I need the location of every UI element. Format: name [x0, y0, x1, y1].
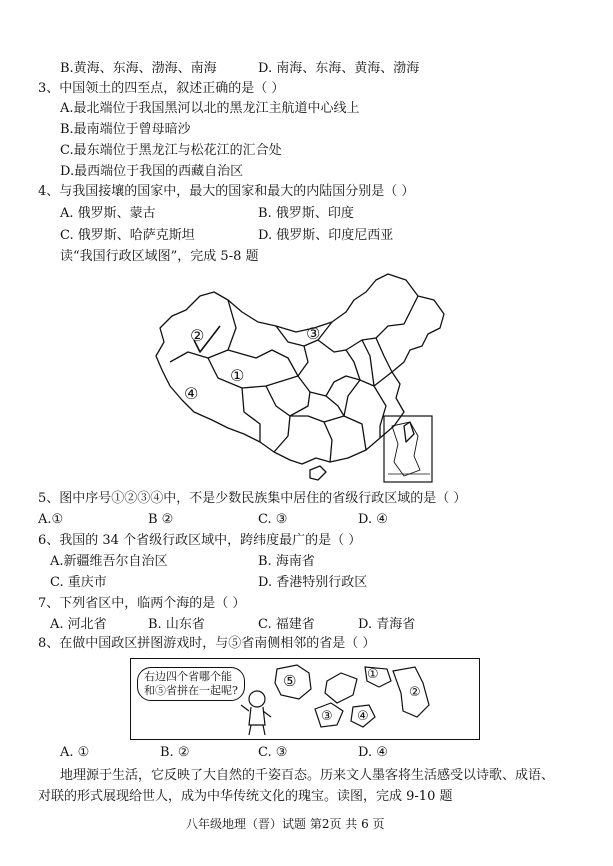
q7-option-a: A. 河北省 [50, 617, 107, 632]
q8-stem: 8、在做中国政区拼图游戏时，与⑤省南侧相邻的省是（ ） [38, 636, 376, 651]
passage-line-2: 对联的形式展现给世人，成为中华传统文化的瑰宝。读图，完成 9-10 题 [38, 789, 453, 804]
q6-option-d: D. 香港特别行政区 [258, 575, 368, 590]
puzzle-label-1: ① [367, 667, 379, 682]
q4-option-c: C. 俄罗斯、哈萨克斯坦 [60, 228, 195, 243]
q8-option-b: B. ② [160, 745, 190, 760]
map-outline-drawing [148, 266, 458, 486]
q2-option-b: B.黄海、东海、渤海、南海 [60, 61, 217, 76]
q7-option-d: D. 青海省 [358, 617, 416, 632]
speech-bubble: 右边四个省哪个能和⑤省拼在一起呢? [137, 667, 245, 701]
q8-option-d: D. ④ [358, 745, 388, 760]
q3-option-b: B.最南端位于曾母暗沙 [60, 122, 191, 137]
q2-option-d: D. 南海、东海、黄海、渤海 [258, 61, 420, 76]
map-label-4: ④ [184, 384, 199, 403]
q4-option-b: B. 俄罗斯、印度 [258, 206, 354, 221]
q6-option-b: B. 海南省 [258, 554, 315, 569]
page-footer: 八年级地理（晋）试题 第2页 共 6 页 [186, 817, 385, 831]
puzzle-label-4: ④ [357, 709, 369, 724]
q3-stem: 3、中国领土的四至点，叙述正确的是（ ） [38, 81, 285, 96]
q7-option-c: C. 福建省 [258, 617, 315, 632]
instruction-5-8: 读“我国行政区域图”，完成 5-8 题 [60, 249, 259, 264]
puzzle-label-3: ③ [321, 709, 333, 724]
q7-option-b: B. 山东省 [148, 617, 205, 632]
q5-option-b: B ② [148, 512, 174, 527]
puzzle-illustration [130, 658, 480, 740]
puzzle-label-2: ② [409, 685, 421, 700]
passage-line-1: 地理源于生活，它反映了大自然的千姿百态。历来文人墨客将生活感受以诗歌、成语、 [60, 768, 555, 783]
puzzle-drawing [131, 659, 477, 737]
map-label-3: ③ [306, 324, 321, 343]
q7-stem: 7、下列省区中，临两个海的是（ ） [38, 596, 246, 611]
q5-stem: 5、图中序号①②③④中，不是少数民族集中居住的省级行政区域的是（ ） [38, 491, 467, 506]
q3-option-d: D.最西端位于我国的西藏自治区 [60, 164, 244, 179]
q6-option-c: C. 重庆市 [50, 575, 107, 590]
map-label-2: ② [190, 326, 205, 345]
puzzle-label-5: ⑤ [283, 672, 297, 690]
q5-option-c: C. ③ [258, 512, 288, 527]
map-label-1: ① [230, 366, 245, 385]
china-administrative-map [148, 266, 458, 486]
q5-option-a: A.① [38, 512, 64, 527]
q4-stem: 4、与我国接壤的国家中，最大的国家和最大的内陆国分别是（ ） [38, 184, 415, 199]
q8-option-c: C. ③ [258, 745, 288, 760]
q6-stem: 6、我国的 34 个省级行政区域中，跨纬度最广的是（ ） [38, 533, 362, 548]
q3-option-a: A.最北端位于我国黑河以北的黑龙江主航道中心线上 [60, 101, 360, 116]
q4-option-a: A. 俄罗斯、蒙古 [60, 206, 156, 221]
q8-option-a: A. ① [60, 745, 90, 760]
q6-option-a: A.新疆维吾尔自治区 [50, 554, 168, 569]
q5-option-d: D. ④ [358, 512, 388, 527]
q3-option-c: C.最东端位于黑龙江与松花江的汇合处 [60, 143, 282, 158]
q4-option-d: D. 俄罗斯、印度尼西亚 [258, 228, 394, 243]
